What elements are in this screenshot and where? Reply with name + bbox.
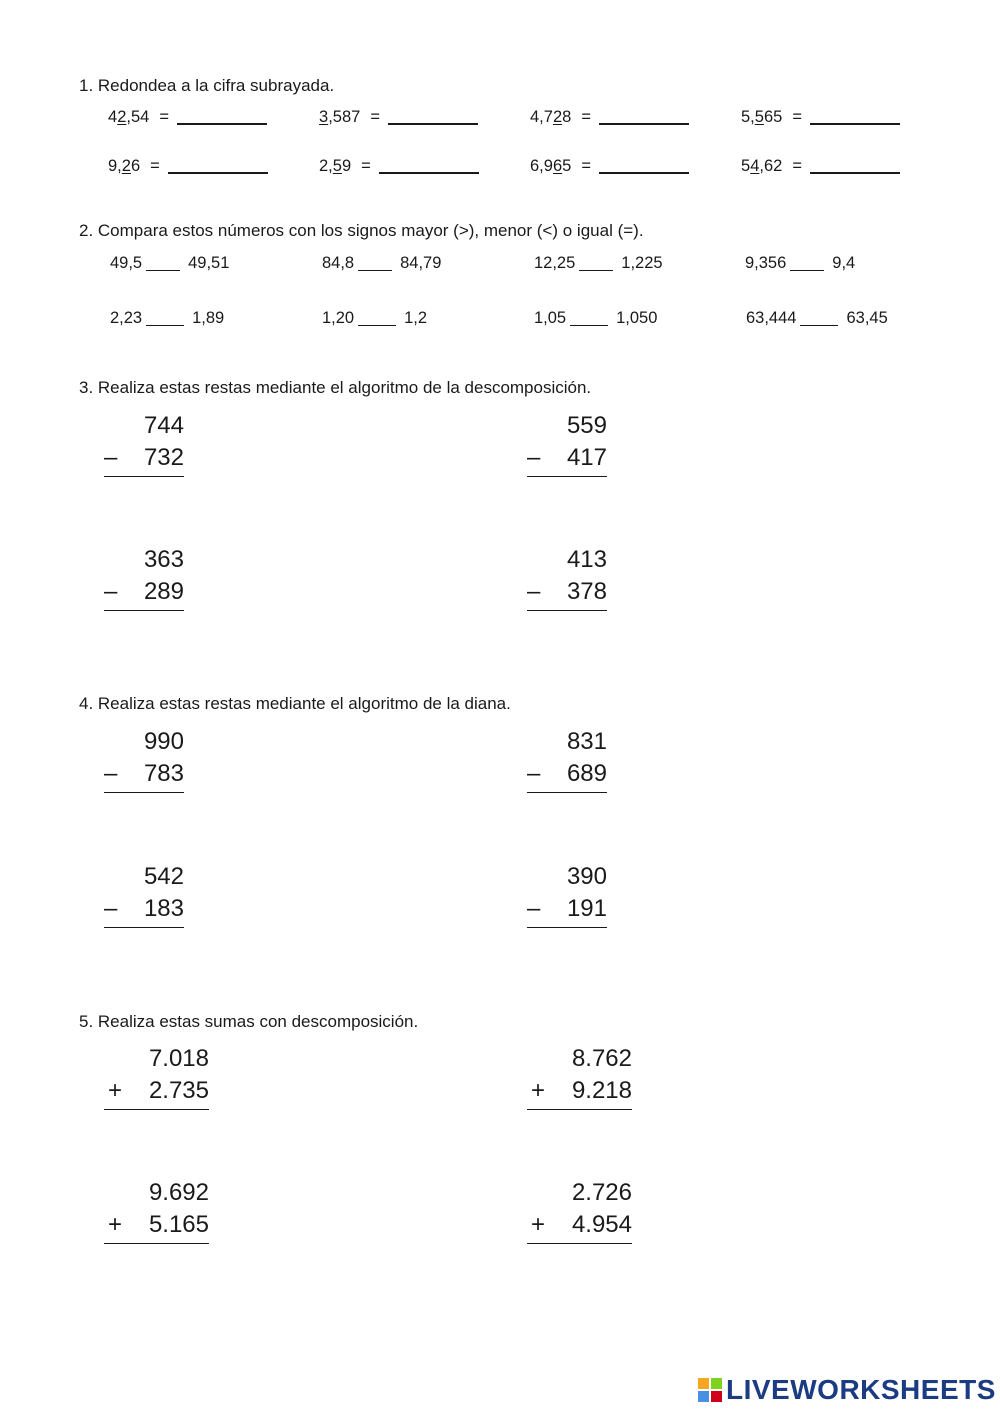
minuend: 831 [566,728,607,755]
second-addend: 2.735 [148,1077,209,1104]
minuend: 990 [143,728,184,755]
operation-line [104,1109,209,1110]
compare-blank[interactable] [146,325,184,326]
minus-sign: – [527,760,541,787]
compare-blank[interactable] [790,270,824,271]
round-item: 9, 2 6 = [108,157,268,176]
minus-sign: – [527,444,541,471]
compare-blank[interactable] [800,325,838,326]
addition-operation [104,1043,209,1110]
operation-line [104,792,184,793]
liveworksheets-logo [698,1374,996,1406]
round-item: 4,7 2 8 = [530,108,689,127]
minus-sign: – [104,578,118,605]
second-addend: 5.165 [148,1211,209,1238]
round-item: 3 ,587 = [319,108,478,127]
compare-blank[interactable] [358,270,392,271]
answer-blank[interactable] [810,122,900,125]
logo-mark-icon [698,1378,722,1402]
logo-square [698,1391,709,1402]
answer-blank[interactable] [810,171,900,174]
addition-operation [527,1043,632,1110]
compare-blank[interactable] [358,325,396,326]
answer-blank[interactable] [599,171,689,174]
subtraction-operation [527,410,607,477]
subtrahend: 191 [566,895,607,922]
second-addend: 9.218 [571,1077,632,1104]
underlined-digit: 2 [552,108,563,126]
compare-item: 1,05 1,050 [534,309,658,327]
minus-sign: – [104,895,118,922]
subtrahend: 417 [566,444,607,471]
compare-item: 1,20 1,2 [322,309,428,327]
round-item: 4 2 ,54 = [108,108,267,127]
section-3-title: 3. Realiza estas restas mediante el algoritmo de la descomposición. [79,378,592,397]
minus-sign: – [104,444,118,471]
first-addend: 7.018 [148,1045,209,1072]
operation-line [527,1243,632,1244]
round-item: 6,9 6 5 = [530,157,689,176]
addition-operation [527,1177,632,1244]
minuend: 363 [143,546,184,573]
subtrahend: 183 [143,895,184,922]
subtrahend: 289 [143,578,184,605]
underlined-digit: 5 [332,157,342,175]
minus-sign: – [527,895,541,922]
underlined-digit: 2 [121,157,131,175]
operation-line [527,927,607,928]
compare-item: 2,23 1,89 [110,309,225,327]
underlined-digit: 6 [552,157,563,175]
compare-item: 84,8 84,79 [322,254,442,272]
subtraction-operation [527,726,607,793]
subtraction-operation [527,861,607,928]
compare-blank[interactable] [579,270,613,271]
subtrahend: 732 [143,444,184,471]
underlined-digit: 5 [754,108,764,126]
subtraction-operation [527,544,607,611]
first-addend: 2.726 [571,1179,632,1206]
compare-item: 63,444 63,45 [746,309,888,327]
compare-item: 49,5 49,51 [110,254,230,272]
subtraction-operation [104,544,184,611]
plus-sign: + [108,1211,123,1238]
plus-sign: + [531,1211,546,1238]
minuend: 559 [566,412,607,439]
minus-sign: – [527,578,541,605]
addition-operation [104,1177,209,1244]
round-item: 5 4 ,62 = [741,157,900,176]
operation-line [104,927,184,928]
subtrahend: 378 [566,578,607,605]
subtraction-operation [104,726,184,793]
section-5-title: 5. Realiza estas sumas con descomposición. [79,1012,419,1031]
answer-blank[interactable] [388,122,478,125]
round-item: 5, 5 65 = [741,108,900,127]
logo-square [711,1378,722,1389]
section-4-title: 4. Realiza estas restas mediante el algoritmo de la diana. [79,694,511,713]
first-addend: 9.692 [148,1179,209,1206]
subtraction-operation [104,410,184,477]
answer-blank[interactable] [177,122,267,125]
operation-line [527,792,607,793]
plus-sign: + [531,1077,546,1104]
compare-item: 12,25 1,225 [534,254,663,272]
compare-blank[interactable] [570,325,608,326]
underlined-digit: 2 [117,108,127,126]
minuend: 390 [566,863,607,890]
logo-square [698,1378,709,1389]
section-2-title: 2. Compara estos números con los signos mayor (>), menor (<) o igual (=). [79,221,644,240]
answer-blank[interactable] [379,171,479,174]
minuend: 744 [143,412,184,439]
operation-line [104,610,184,611]
subtraction-operation [104,861,184,928]
underlined-digit: 4 [750,157,760,175]
operation-line [104,476,184,477]
subtrahend: 689 [566,760,607,787]
compare-blank[interactable] [146,270,180,271]
answer-blank[interactable] [599,122,689,125]
section-1-title: 1. Redondea a la cifra subrayada. [79,76,335,95]
subtrahend: 783 [143,760,184,787]
operation-line [527,1109,632,1110]
plus-sign: + [108,1077,123,1104]
logo-text: LIVEWORKSHEETS [726,1374,996,1405]
answer-blank[interactable] [168,171,268,174]
minuend: 542 [143,863,184,890]
minuend: 413 [566,546,607,573]
first-addend: 8.762 [571,1045,632,1072]
operation-line [527,610,607,611]
compare-item: 9,356 9,4 [745,254,856,272]
underlined-digit: 3 [319,108,329,126]
operation-line [104,1243,209,1244]
round-item: 2, 5 9 = [319,157,479,176]
logo-square [711,1391,722,1402]
operation-line [527,476,607,477]
second-addend: 4.954 [571,1211,632,1238]
minus-sign: – [104,760,118,787]
